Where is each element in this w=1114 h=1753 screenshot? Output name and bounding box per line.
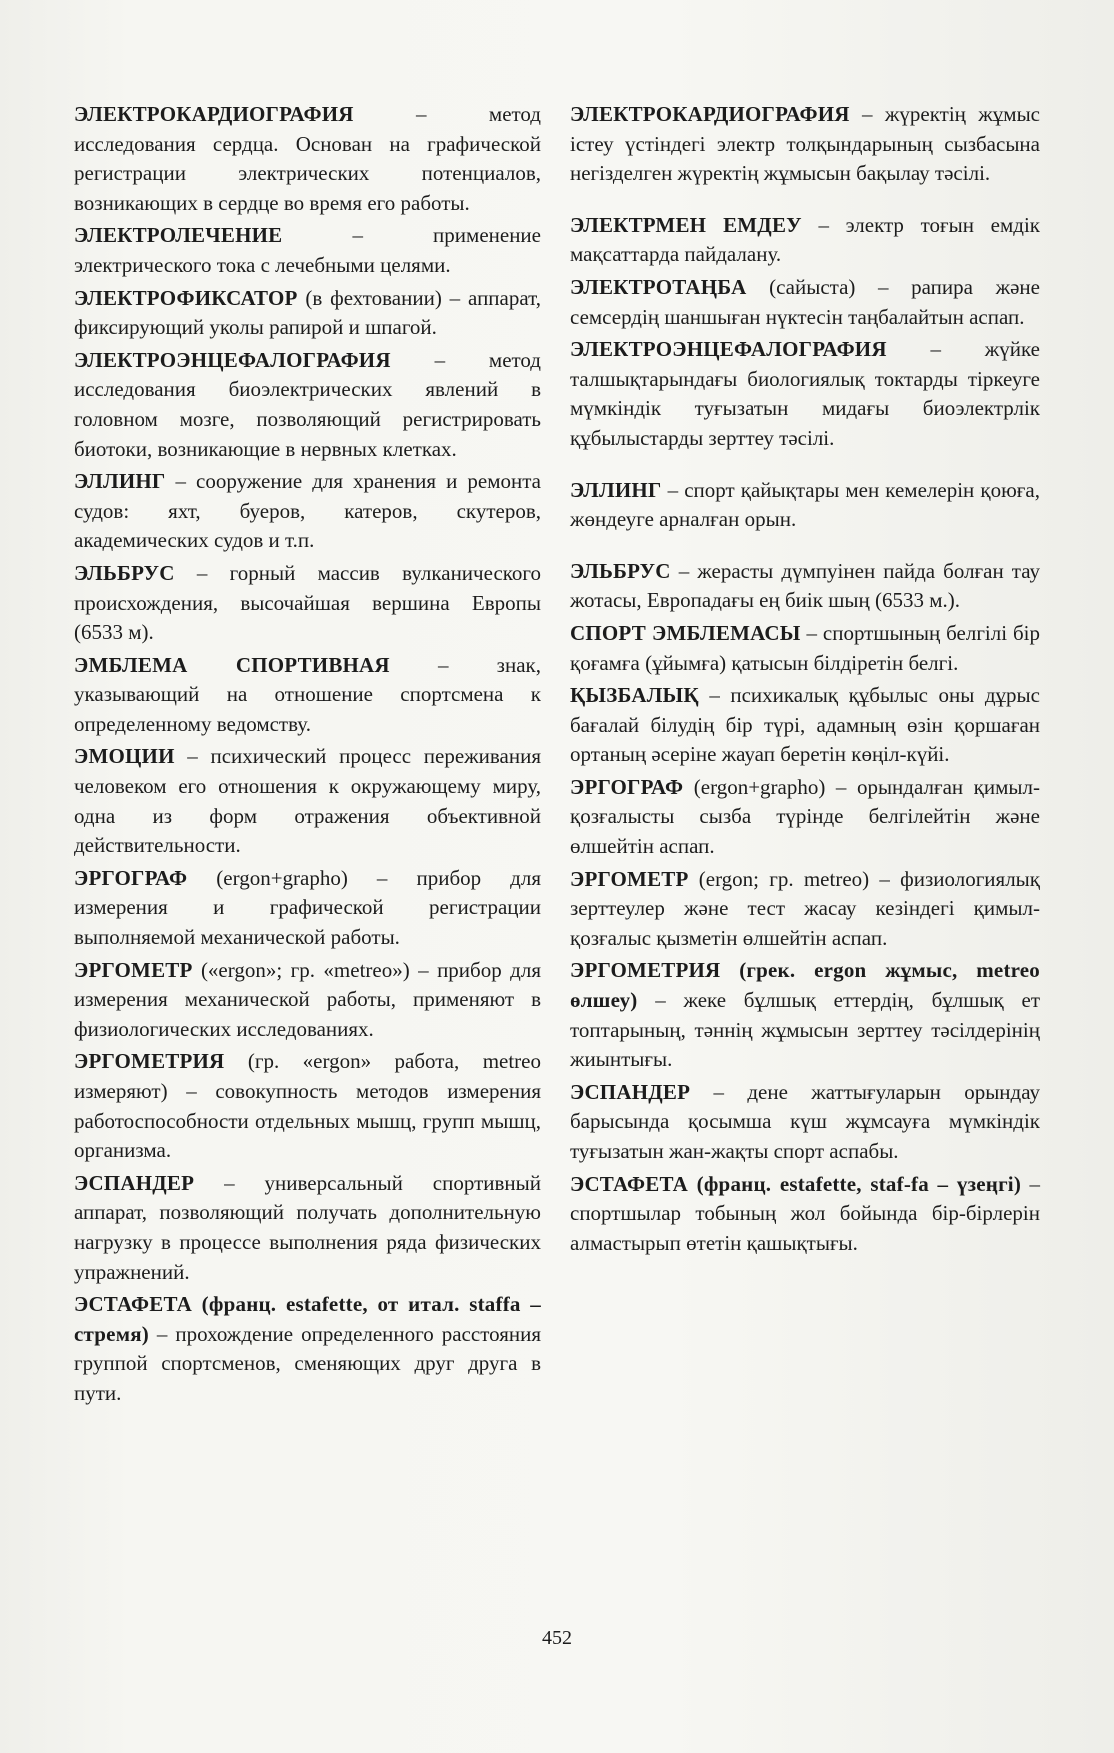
dictionary-entry <box>74 742 541 860</box>
entry-term: ЭЛЕКТРОФИКСАТОР <box>74 285 298 310</box>
kazakh-column <box>570 100 1040 1261</box>
entry-definition: (ergon+grapho) – орындалған қимыл-қозғалысты сызба түрінде белгілейтін және өлшейтін аспап. <box>570 774 1040 859</box>
entry-definition: – сооружение для хранения и ремонта судов: яхт, буеров, катеров, скутеров, академических судов и т.п. <box>74 469 541 553</box>
dictionary-entry <box>74 346 541 464</box>
dictionary-entry <box>74 1047 541 1165</box>
entry-term: ЭРГОМЕТР <box>74 957 193 982</box>
entry-term: ЭЛЕКТРОЭНЦЕФАЛОГРАФИЯ <box>74 347 391 372</box>
entry-definition: (гр. «ergon» работа, metreo измеряют) – совокупность методов измерения работоспособности отдельных мышц, групп мышц, организма. <box>74 1049 541 1163</box>
dictionary-entry <box>74 559 541 648</box>
entry-term: ЭСТАФЕТА (франц. estafette, staf-fa – үзеңгі) <box>570 1171 1022 1196</box>
entry-definition: – психический процесс переживания человеком его отношения к окружающему миру, одна из форм отражения объективной действительности. <box>74 744 541 858</box>
entry-definition: (ergon+grapho) – прибор для измерения и графической регистрации выполняемой механической работы. <box>74 865 541 950</box>
entry-term: ЭРГОГРАФ <box>74 865 188 890</box>
page-number: 452 <box>542 1627 572 1649</box>
entry-term: ҚЫЗБАЛЫҚ <box>570 683 699 708</box>
dictionary-entry <box>570 956 1040 1074</box>
entry-term: ЭРГОМЕТРИЯ <box>74 1049 225 1074</box>
entry-term: ЭЛЛИНГ <box>570 477 662 502</box>
entry-definition: – знак, указывающий на отношение спортсмена к определенному ведомству. <box>74 652 541 736</box>
dictionary-entry <box>570 773 1040 862</box>
entry-definition: – метод исследования биоэлектрических явлений в головном мозге, позволяющий регистрировать биотоки, возникающие в нервных клетках. <box>74 347 541 461</box>
entry-term: СПОРТ ЭМБЛЕМАСЫ <box>570 620 801 645</box>
entry-term: ЭЛЕКТРОЭНЦЕФАЛОГРАФИЯ <box>570 337 887 362</box>
entry-term: ЭЛЕКТРОКАРДИОГРАФИЯ <box>570 102 850 126</box>
entry-term: ЭМБЛЕМА СПОРТИВНАЯ <box>74 652 390 677</box>
entry-definition: (ergon; гр. metreo) – физиологиялық зерттеулер және тест жасау кезіндегі қимыл-қозғалыс қызметін өлшейтін аспап. <box>570 866 1040 950</box>
entry-definition: – жеке бұлшық еттердің, бұлшық ет топтарының, тәннің жұмысын зерттеу тәсілдерінің жиынтығы. <box>570 988 1040 1072</box>
entry-term: ЭРГОМЕТРИЯ (грек. ergon жұмыс, metreo өлшеу) <box>570 958 1040 1013</box>
entry-definition: («ergon»; гр. «metreo») – прибор для измерения механической работы, применяют в физиологических исследованиях. <box>74 957 541 1041</box>
entry-definition: – метод исследования сердца. Основан на графической регистрации электрических потенциалов, возникающих в сердце во время его работы. <box>74 102 541 215</box>
dictionary-entry <box>570 1078 1040 1167</box>
entry-term: ЭЛЕКТРОКАРДИОГРАФИЯ <box>74 102 354 126</box>
dictionary-entry <box>74 1290 541 1408</box>
entry-term: ЭЛЕКТРМЕН ЕМДЕУ <box>570 212 802 237</box>
entry-definition: – жерасты дүмпуінен пайда болған тау жотасы, Европадағы ең биік шың (6533 м.). <box>570 558 1040 613</box>
dictionary-entry <box>570 211 1040 270</box>
dictionary-entry <box>570 1170 1040 1259</box>
dictionary-entry <box>74 100 541 218</box>
dictionary-entry <box>570 865 1040 954</box>
entry-definition: – жүректің жұмыс істеу үстіндегі электр толқындарының сызбасына негізделген жүректің жұмысын бақылау тәсілі. <box>570 102 1040 186</box>
dictionary-entry <box>74 651 541 740</box>
entry-term: ЭСПАНДЕР <box>570 1079 691 1104</box>
entry-definition: – психикалық құбылыс оны дұрыс бағалай білудің бір түрі, адамның өзін қоршаған ортаның әсеріне жауап беретін көңіл-күйі. <box>570 683 1040 767</box>
dictionary-entry <box>570 335 1040 453</box>
dictionary-entry <box>74 1169 541 1287</box>
entry-definition: – спорт қайықтары мен кемелерін қоюға, жөндеуге арналған орын. <box>570 477 1040 532</box>
entry-term: ЭЛЛИНГ <box>74 469 166 494</box>
dictionary-entry <box>570 273 1040 332</box>
entry-term: ЭЛЕКТРОТАҢБА <box>570 274 747 299</box>
entry-definition: – спортшының белгілі бір қоғамға (ұйымға) қатысын білдіретін белгі. <box>570 620 1040 675</box>
dictionary-entry <box>74 956 541 1045</box>
russian-column <box>74 100 541 1412</box>
dictionary-entry <box>74 467 541 556</box>
dictionary-entry <box>570 100 1040 189</box>
entry-term: ЭМОЦИИ <box>74 744 175 769</box>
entry-term: ЭСПАНДЕР <box>74 1170 195 1195</box>
entry-definition: (сайыста) – рапира және семсердің шаншыған нүктесін таңбалайтын аспап. <box>570 274 1040 329</box>
dictionary-entry <box>570 557 1040 616</box>
entry-definition: – спортшылар тобының жол бойында бір-бірлерін алмастырып өтетін қашықтығы. <box>570 1171 1041 1255</box>
entry-definition: – горный массив вулканического происхождения, высочайшая вершина Европы (6533 м). <box>74 560 541 645</box>
entry-term: ЭРГОГРАФ <box>570 774 684 799</box>
entry-term: ЭЛЕКТРОЛЕЧЕНИЕ <box>74 223 283 248</box>
dictionary-entry <box>74 864 541 953</box>
entry-definition: (в фехтовании) – аппарат, фиксирующий уколы рапирой и шпагой. <box>74 285 541 340</box>
entry-term: ЭРГОМЕТР <box>570 866 689 891</box>
entry-definition: – применение электрического тока с лечебными целями. <box>74 223 541 277</box>
dictionary-entry <box>74 221 541 280</box>
entry-definition: – дене жаттығуларын орындау барысында қосымша күш жұмсауға мүмкіндік туғызатын жан-жақты спорт аспабы. <box>570 1079 1040 1163</box>
entry-definition: – жүйке талшықтарындағы биологиялық токтарды тіркеуге мүмкіндік туғызатын мидағы биоэлектрлік құбылыстарды зерттеу тәсілі. <box>570 337 1040 450</box>
dictionary-entry <box>570 619 1040 678</box>
entry-term: ЭЛЬБРУС <box>570 558 671 583</box>
entry-definition: – универсальный спортивный аппарат, позволяющий получать дополнительную нагрузку в процессе выполнения ряда физических упражнений. <box>74 1170 541 1284</box>
entry-term: ЭЛЬБРУС <box>74 560 175 585</box>
entry-definition: – прохождение определенного расстояния группой спортсменов, сменяющих друг друга в пути. <box>74 1321 541 1405</box>
dictionary-entry <box>74 284 541 343</box>
entry-definition: – электр тоғын емдік мақсаттарда пайдалану. <box>570 212 1040 267</box>
dictionary-entry <box>570 476 1040 535</box>
dictionary-entry <box>570 681 1040 770</box>
entry-term: ЭСТАФЕТА (франц. estafette, от итал. staffa – стремя) <box>74 1292 541 1346</box>
